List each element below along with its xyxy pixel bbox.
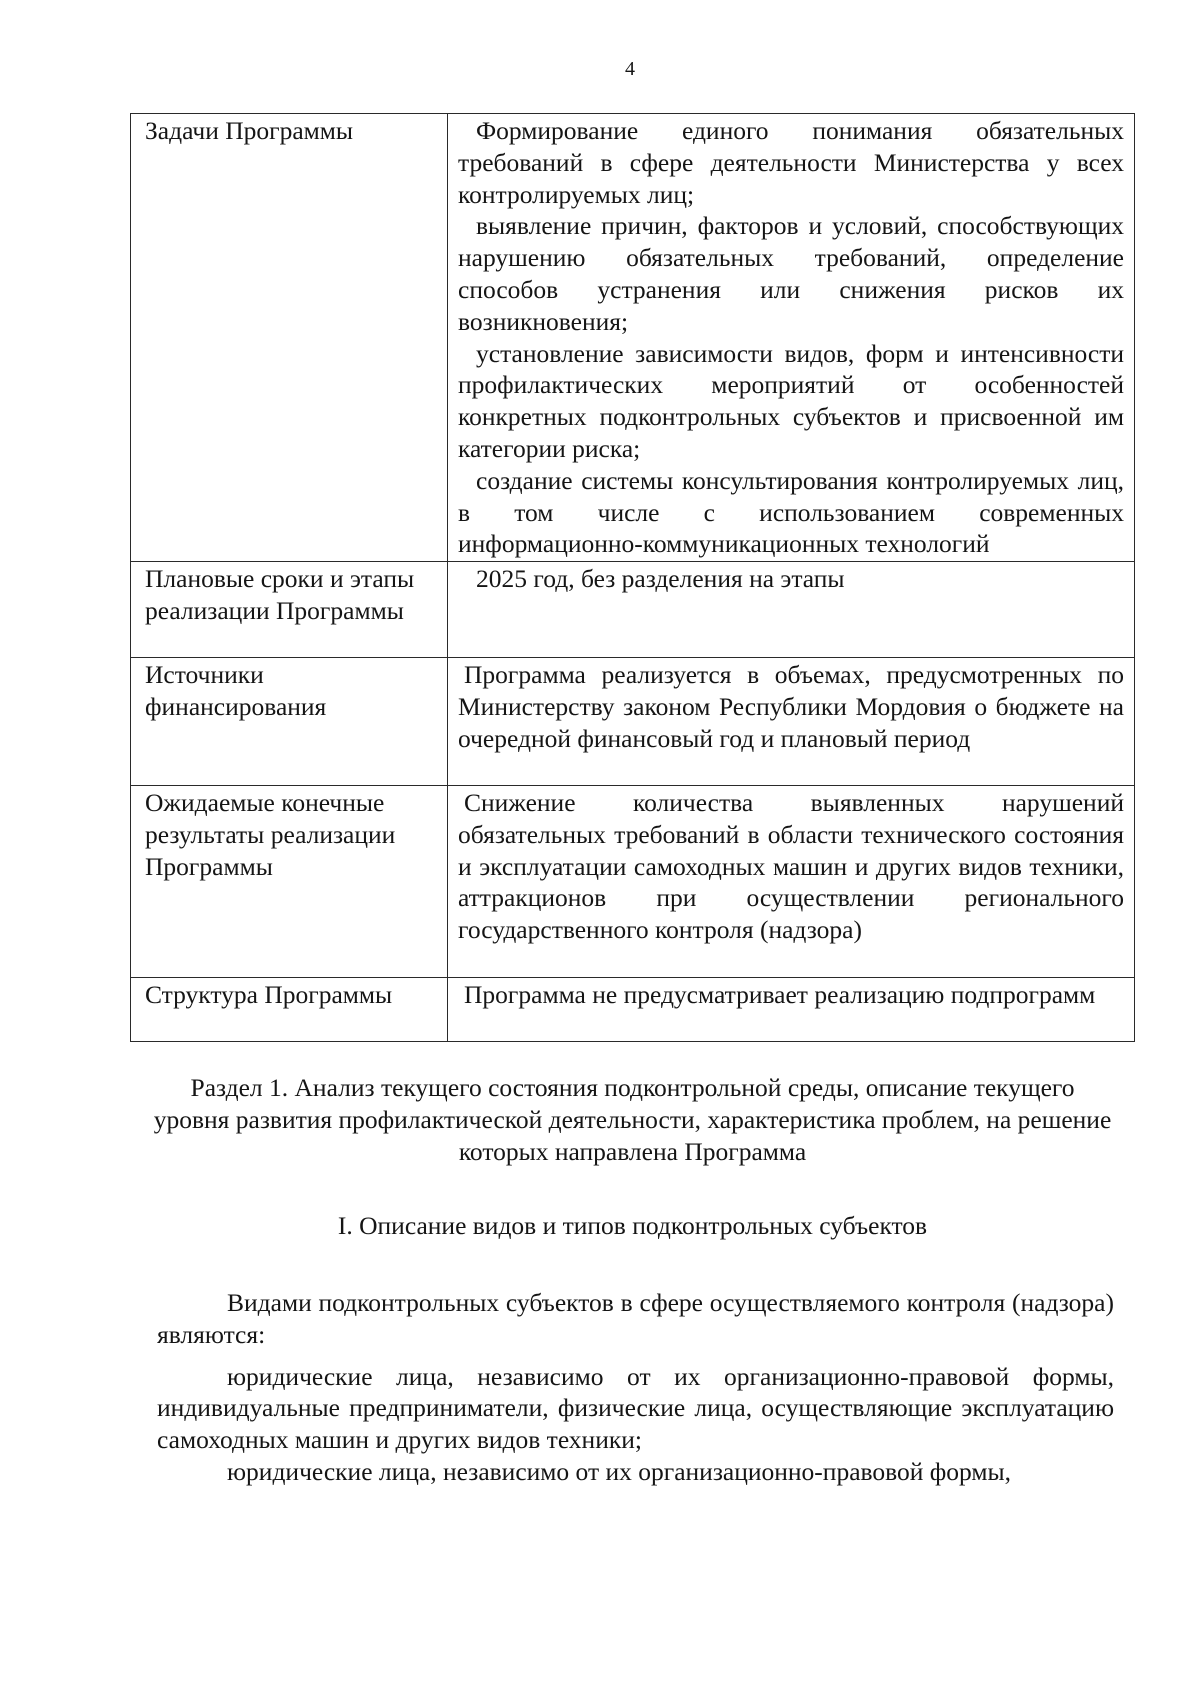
body-text: [157, 1287, 1114, 1488]
table-row-funding: [131, 658, 1135, 786]
row-label: Плановые сроки и этапы реализации Программы: [131, 562, 448, 658]
subsection-1-heading: I. Описание видов и типов подконтрольных субъектов: [337, 1211, 928, 1240]
body-paragraph: юридические лица, независимо от их организационно-правовой формы,: [227, 1456, 1012, 1486]
tasks-paragraph: выявление причин, факторов и условий, способствующих нарушению обязательных требований, определение способов устранения или снижения рисков их возникновения;: [458, 211, 1124, 336]
table-row-structure: [131, 978, 1135, 1042]
table-row-tasks: [131, 114, 1135, 562]
row-value: [448, 786, 1135, 978]
tasks-paragraph: Формирование единого понимания обязательных требований в сфере деятельности Министерства у всех контролируемых лиц;: [458, 116, 1124, 209]
row-label: Ожидаемые конечные результаты реализации Программы: [131, 786, 448, 978]
row-label: Источники финансирования: [131, 658, 448, 786]
structure-paragraph: Программа не предусматривает реализацию подпрограмм: [464, 980, 1096, 1009]
tasks-paragraph: установление зависимости видов, форм и интенсивности профилактических мероприятий от особенностей конкретных подконтрольных субъектов и присвоенной им категории риска;: [458, 338, 1124, 463]
row-label: Структура Программы: [131, 978, 448, 1042]
results-paragraph: Снижение количества выявленных нарушений обязательных требований в области технического состояния и эксплуатации самоходных машин и других видов техники, аттракционов при осуществлении регионального государственного контроля (надзора): [458, 788, 1124, 945]
page-number: 4: [625, 58, 635, 80]
program-passport-table: [130, 113, 1135, 1042]
row-value: [448, 562, 1135, 658]
section-1-heading: Раздел 1. Анализ текущего состояния подконтрольной среды, описание текущего уровня развития профилактической деятельности, характеристика проблем, на решение которых направлена Программа: [153, 1073, 1112, 1166]
row-label: Задачи Программы: [131, 114, 448, 562]
timeline-paragraph: 2025 год, без разделения на этапы: [476, 564, 845, 593]
row-value: [448, 114, 1135, 562]
row-value: [448, 658, 1135, 786]
tasks-paragraph: создание системы консультирования контролируемых лиц, в том числе с использованием современных информационно-коммуникационных технологий: [458, 465, 1124, 559]
table-row-timeline: [131, 562, 1135, 658]
body-paragraph: Видами подконтрольных субъектов в сфере осуществляемого контроля (надзора) являются:: [157, 1288, 1114, 1349]
body-paragraph: юридические лица, независимо от их организационно-правовой формы, индивидуальные предприниматели, физические лица, осуществляющие эксплуатацию самоходных машин и других видов техники;: [157, 1361, 1114, 1455]
row-value: [448, 978, 1135, 1042]
table-row-results: [131, 786, 1135, 978]
funding-paragraph: Программа реализуется в объемах, предусмотренных по Министерству законом Республики Мордовия о бюджете на очередной финансовый год и плановый период: [458, 660, 1124, 753]
